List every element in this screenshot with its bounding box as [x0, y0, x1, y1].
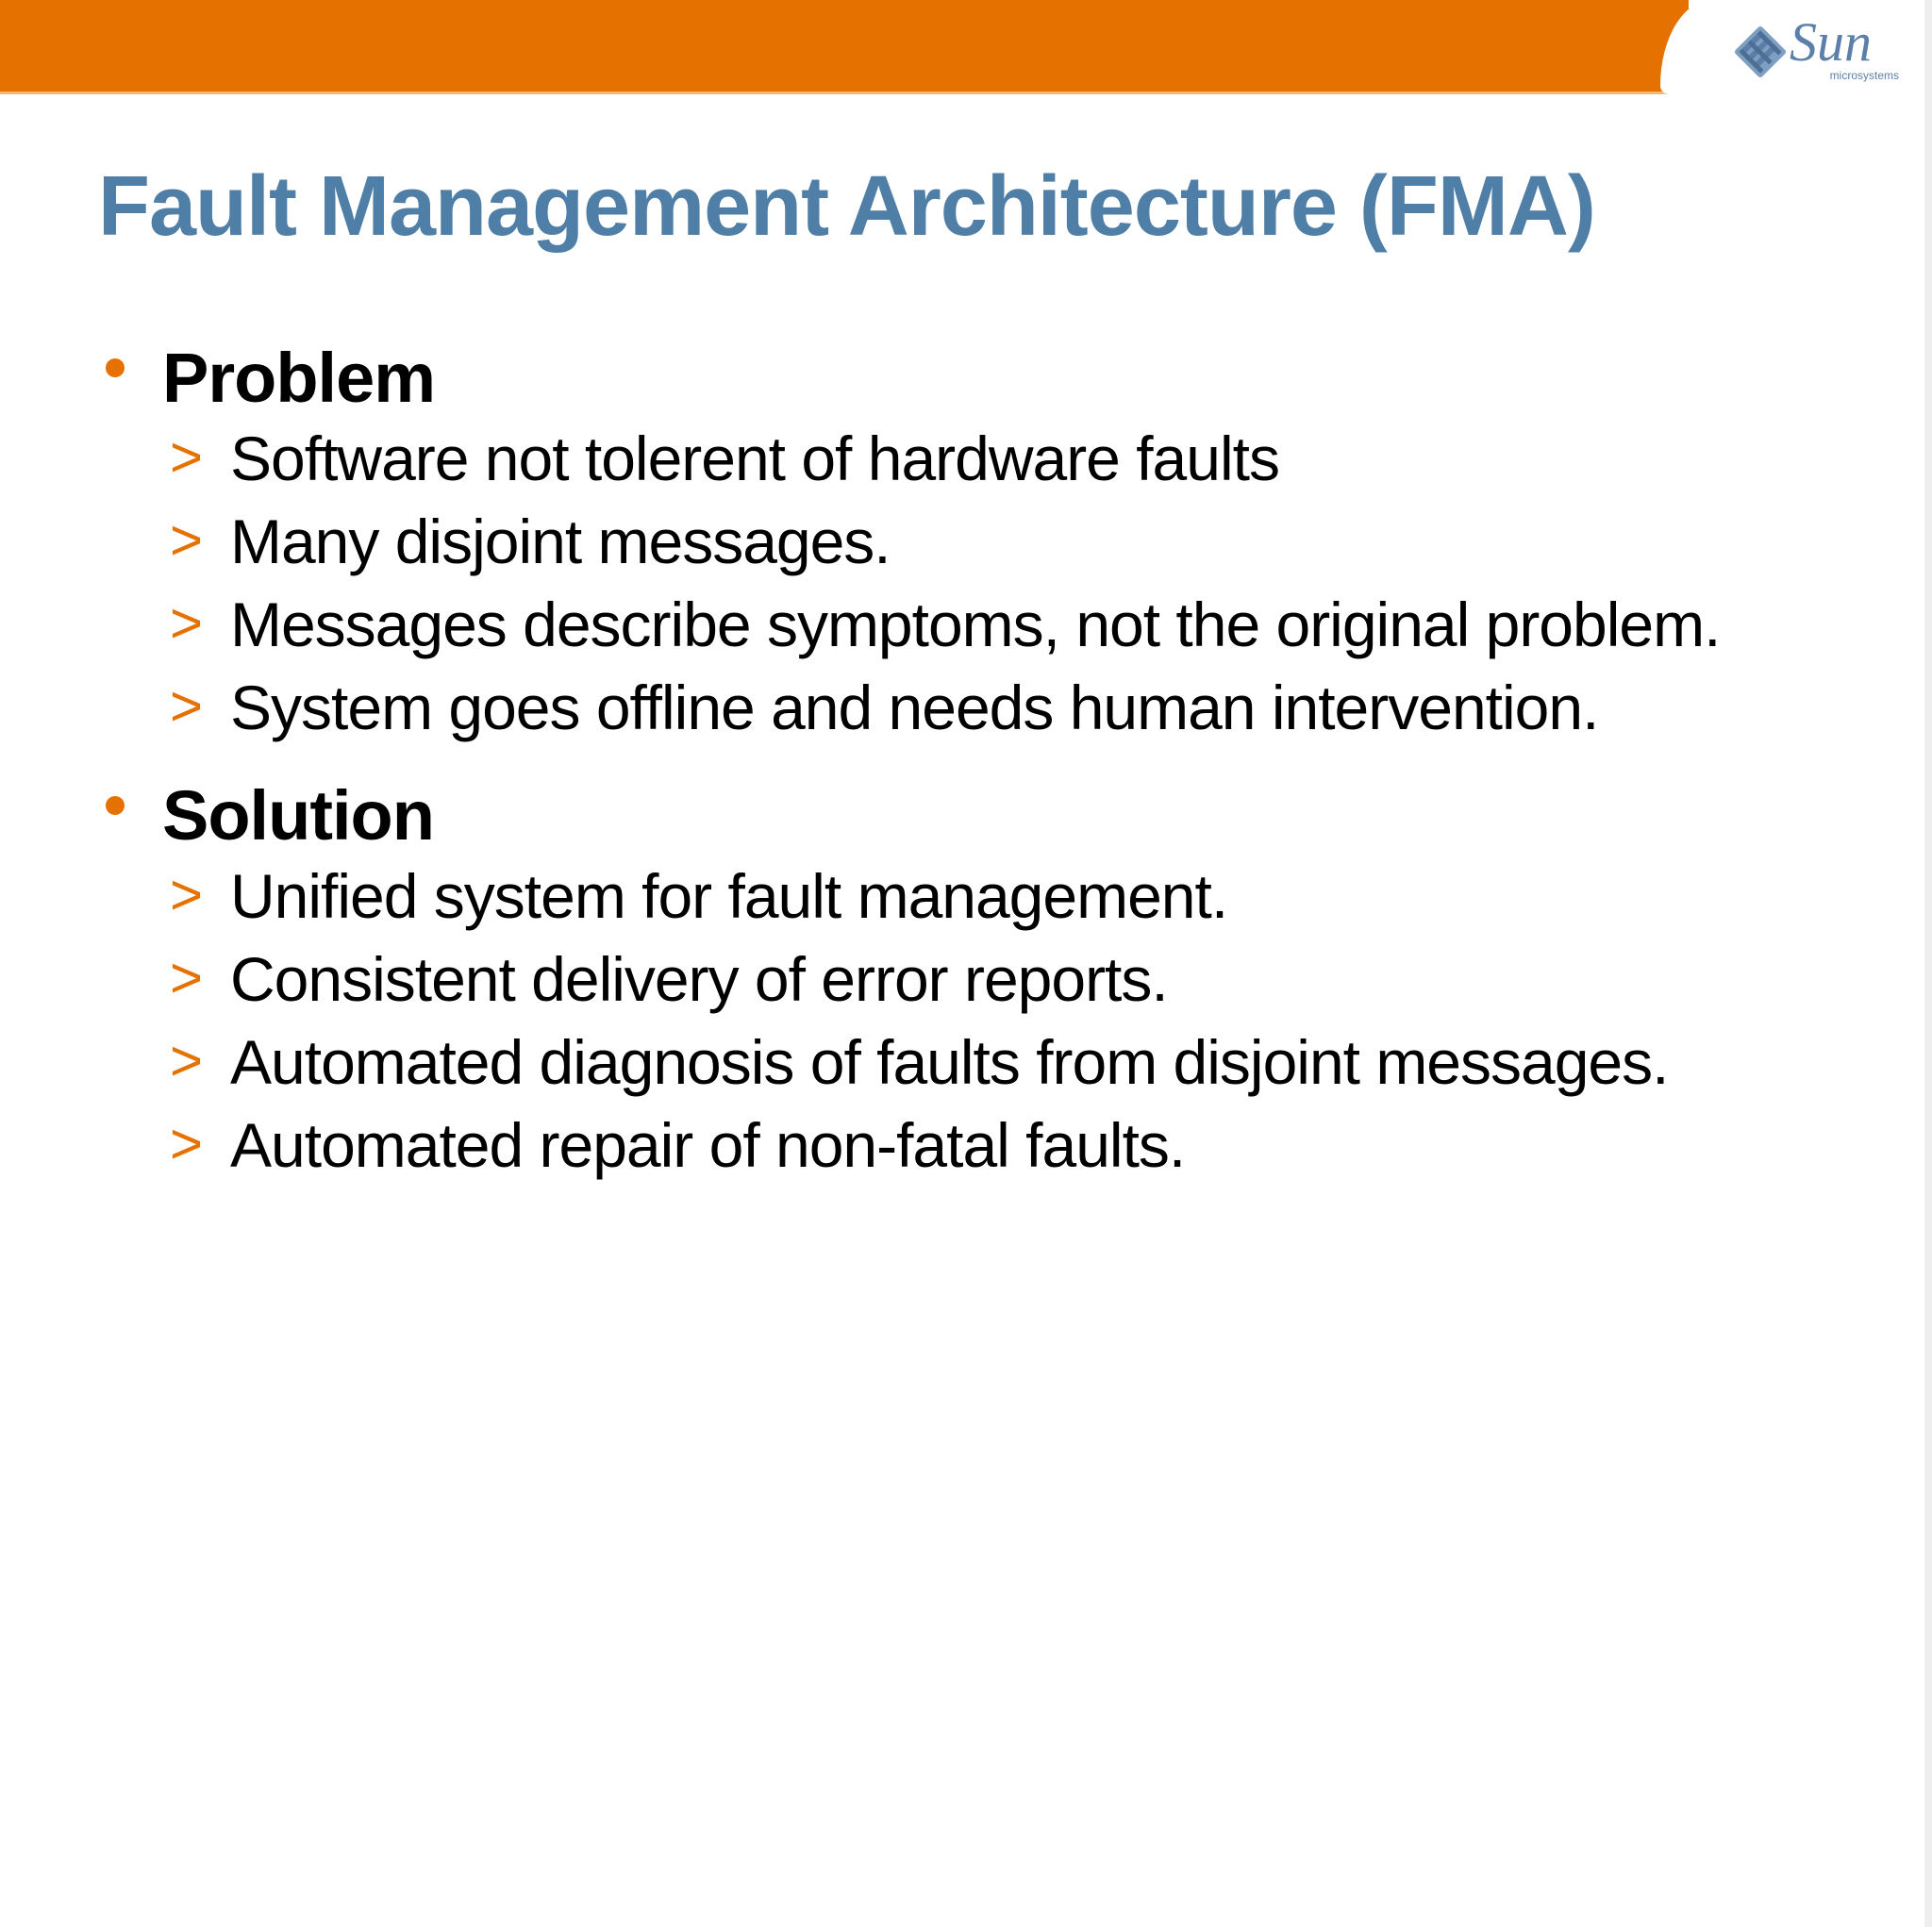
list-item-text: System goes offline and needs human intervention. — [230, 673, 1599, 742]
chevron-right-icon: > — [170, 508, 203, 572]
list-item-text: Automated diagnosis of faults from disjoint messages. — [230, 1027, 1669, 1097]
list-item — [104, 860, 1877, 943]
list-item-text: Automated repair of non-fatal faults. — [230, 1110, 1186, 1180]
list-item — [104, 1026, 1877, 1109]
list-item-text: Many disjoint messages. — [230, 507, 891, 576]
chevron-right-icon: > — [170, 674, 203, 738]
list-item-text: Unified system for fault management. — [230, 861, 1228, 931]
chevron-right-icon: > — [170, 1112, 203, 1175]
chevron-right-icon: > — [170, 425, 203, 489]
logo-wordmark: Sun — [1790, 11, 1872, 73]
header-band — [0, 0, 1689, 94]
chevron-right-icon: > — [170, 1029, 203, 1092]
list-item — [104, 506, 1877, 589]
section-heading-text: Problem — [162, 339, 436, 417]
bullet-dot-icon — [106, 796, 125, 815]
list-item — [104, 943, 1877, 1026]
chevron-right-icon: > — [170, 863, 203, 926]
list-item — [104, 423, 1877, 506]
sun-diamond-icon — [1731, 23, 1790, 81]
slide-content — [104, 338, 1877, 1213]
section-problem — [104, 338, 1877, 755]
sun-logo — [1731, 11, 1906, 88]
logo-subtext: microsystems — [1829, 69, 1899, 82]
list-item-text: Messages describe symptoms, not the original problem. — [230, 590, 1721, 659]
sub-bullet-list — [104, 423, 1877, 755]
sub-bullet-list — [104, 860, 1877, 1192]
chevron-right-icon: > — [170, 591, 203, 655]
slide-title: Fault Management Architecture (FMA) — [98, 159, 1595, 254]
section-solution — [104, 775, 1877, 1192]
section-heading — [104, 775, 1877, 860]
list-item-text: Software not tolerent of hardware faults — [230, 424, 1279, 493]
section-heading — [104, 338, 1877, 423]
list-item — [104, 672, 1877, 755]
chevron-right-icon: > — [170, 946, 203, 1009]
section-heading-text: Solution — [162, 776, 434, 855]
bullet-dot-icon — [106, 358, 125, 377]
list-item-text: Consistent delivery of error reports. — [230, 944, 1168, 1014]
list-item — [104, 1109, 1877, 1192]
list-item — [104, 589, 1877, 672]
slide-edge — [1924, 0, 1932, 1927]
